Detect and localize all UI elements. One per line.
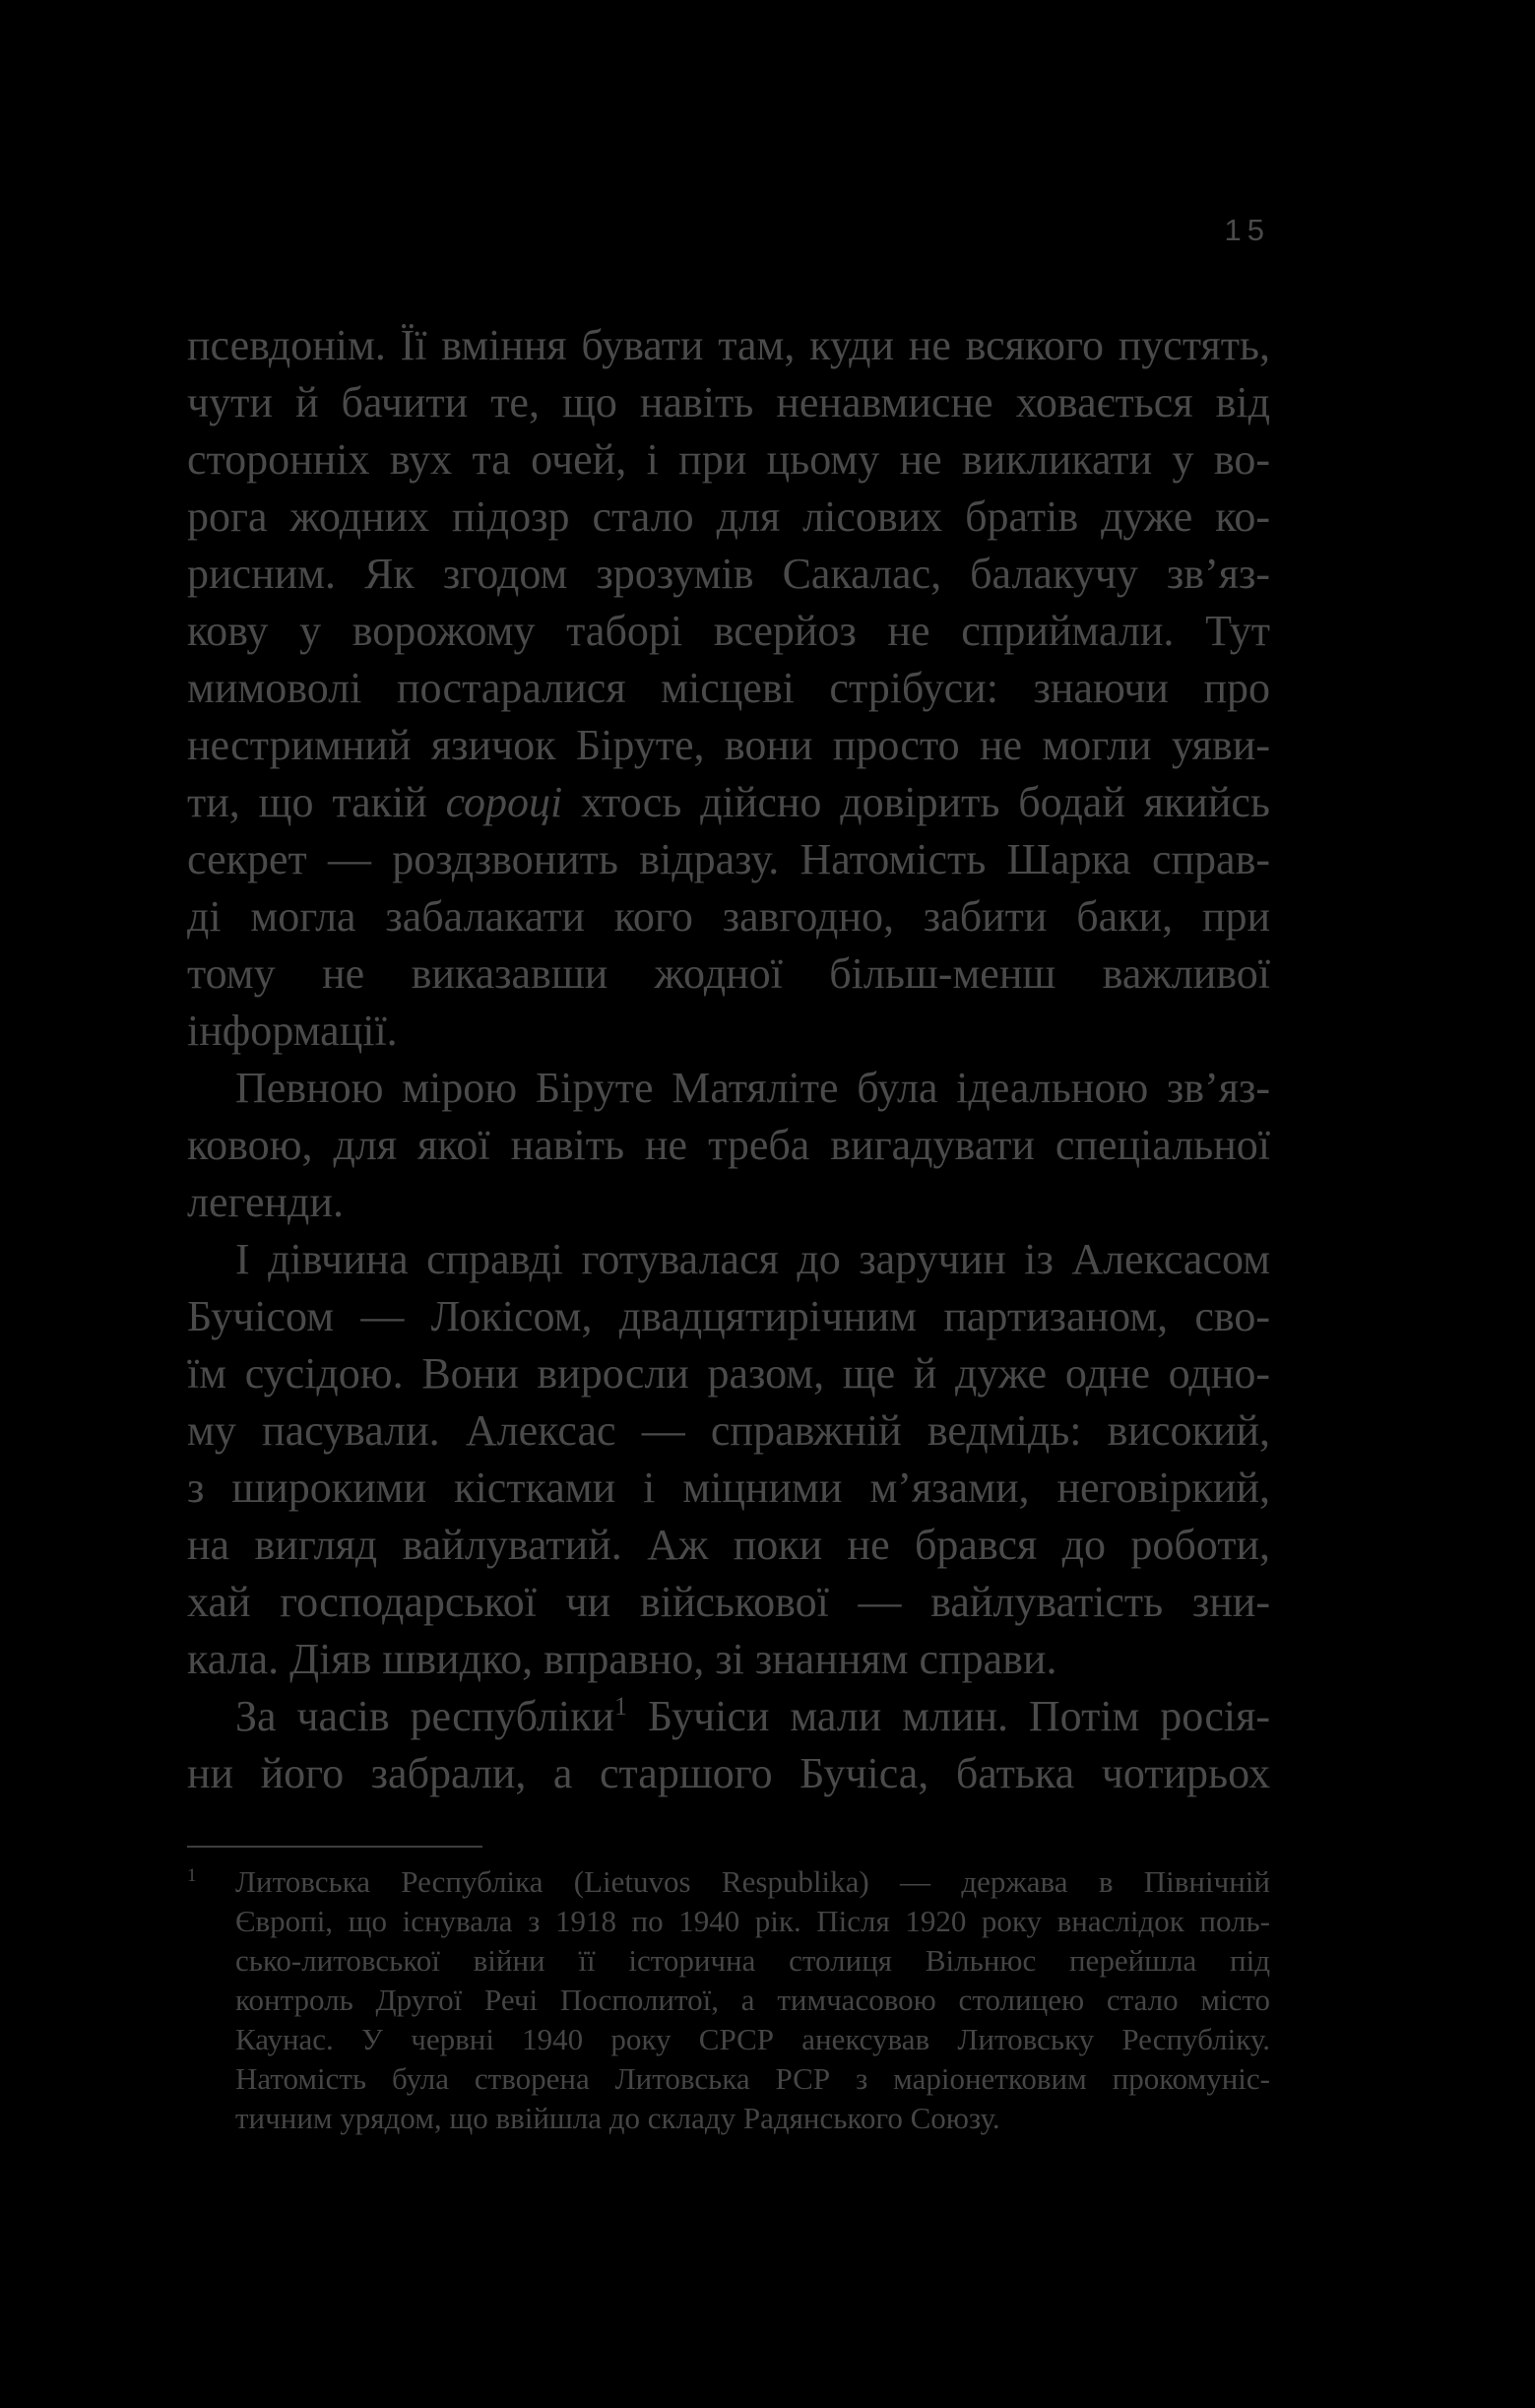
text-line: ковою, для якої навіть не треба вигадувати спеціальної [187, 1121, 1270, 1169]
footnote-line: Литовська Республіка (Lietuvos Respublika) — держава в Північній [235, 1864, 1270, 1899]
text-line: секрет — роздзвонить відразу. Натомість Шарка справ- [187, 835, 1270, 883]
footnote-line: Каунас. У червні 1940 року СРСР анексував Литовську Республіку. [235, 2022, 1270, 2056]
italic-word: сороці [445, 778, 563, 826]
text-line [187, 774, 1270, 831]
text-line [187, 1688, 1270, 1745]
footnote-marker: 1 [187, 1865, 197, 1886]
text-line: на вигляд вайлуватий. Аж поки не брався до роботи, [187, 1521, 1270, 1569]
footnote [187, 1862, 1270, 2138]
text-line: Певною мірою Біруте Матяліте була ідеальною зв’яз- [235, 1064, 1270, 1112]
text-segment: За часів республіки [235, 1692, 614, 1740]
text-line: Бучісом — Локісом, двадцятирічним партизаном, сво- [187, 1292, 1270, 1340]
text-line: хай господарської чи військової — вайлуватість зни- [187, 1578, 1270, 1626]
text-line: му пасували. Алексас — справжній ведмідь: високий, [187, 1406, 1270, 1455]
text-line: їм сусідою. Вони виросли разом, ще й дуже одне одно- [187, 1349, 1270, 1398]
footnote-line: сько-литовської війни її історична столиця Вільнюс перейшла під [235, 1943, 1270, 1978]
text-line: легенди. [187, 1178, 344, 1226]
text-segment: Бучіси мали млин. Потім росія- [627, 1692, 1270, 1740]
text-line: ді могла забалакати кого завгодно, забити баки, при [187, 892, 1270, 941]
text-line: сторонніх вух та очей, і при цьому не викликати у во- [187, 435, 1270, 484]
footnote-divider [187, 1846, 482, 1848]
text-line: чути й бачити те, що навіть ненавмисне ховається від [187, 378, 1270, 426]
footnote-line: Європі, що існувала з 1918 по 1940 рік. Після 1920 року внаслідок поль- [235, 1904, 1270, 1938]
page-number: 15 [1224, 213, 1270, 247]
text-line: кову у ворожому таборі всерйоз не сприймали. Тут [187, 607, 1270, 655]
text-line: тому не виказавши жодної більш-менш важливої [187, 949, 1270, 998]
text-line: І дівчина справді готувалася до заручин із Алексасом [235, 1235, 1270, 1283]
text-segment: хтось дійсно довірить бодай якийсь [562, 778, 1270, 826]
footnote-reference[interactable]: 1 [614, 1692, 627, 1721]
text-segment: ти, що такій [187, 778, 446, 826]
text-line: нестримний язичок Біруте, вони просто не могли уяви- [187, 721, 1270, 769]
text-line: псевдонім. Її вміння бувати там, куди не всякого пустять, [187, 321, 1270, 369]
text-line: рога жодних підозр стало для лісових братів дуже ко- [187, 492, 1270, 541]
body-text [187, 317, 1270, 1802]
text-line: рисним. Як згодом зрозумів Сакалас, балакучу зв’яз- [187, 550, 1270, 598]
footnote-line: тичним урядом, що ввійшла до складу Радянського Союзу. [235, 2101, 1000, 2135]
text-line: кала. Діяв швидко, вправно, зі знанням справи. [187, 1635, 1057, 1683]
footnote-line: Натомість була створена Литовська РСР з маріонетковим прокомуніс- [235, 2061, 1270, 2096]
text-line: ни його забрали, а старшого Бучіса, батька чотирьох [187, 1749, 1270, 1797]
text-line: з широкими кістками і міцними м’язами, неговіркий, [187, 1464, 1270, 1512]
text-line: мимоволі постаралися місцеві стрібуси: знаючи про [187, 664, 1270, 712]
footnote-line: контроль Другої Речі Посполитої, а тимчасовою столицею стало місто [235, 1983, 1270, 2017]
text-line: інформації. [187, 1007, 398, 1055]
footnote-text [235, 1862, 1270, 2138]
